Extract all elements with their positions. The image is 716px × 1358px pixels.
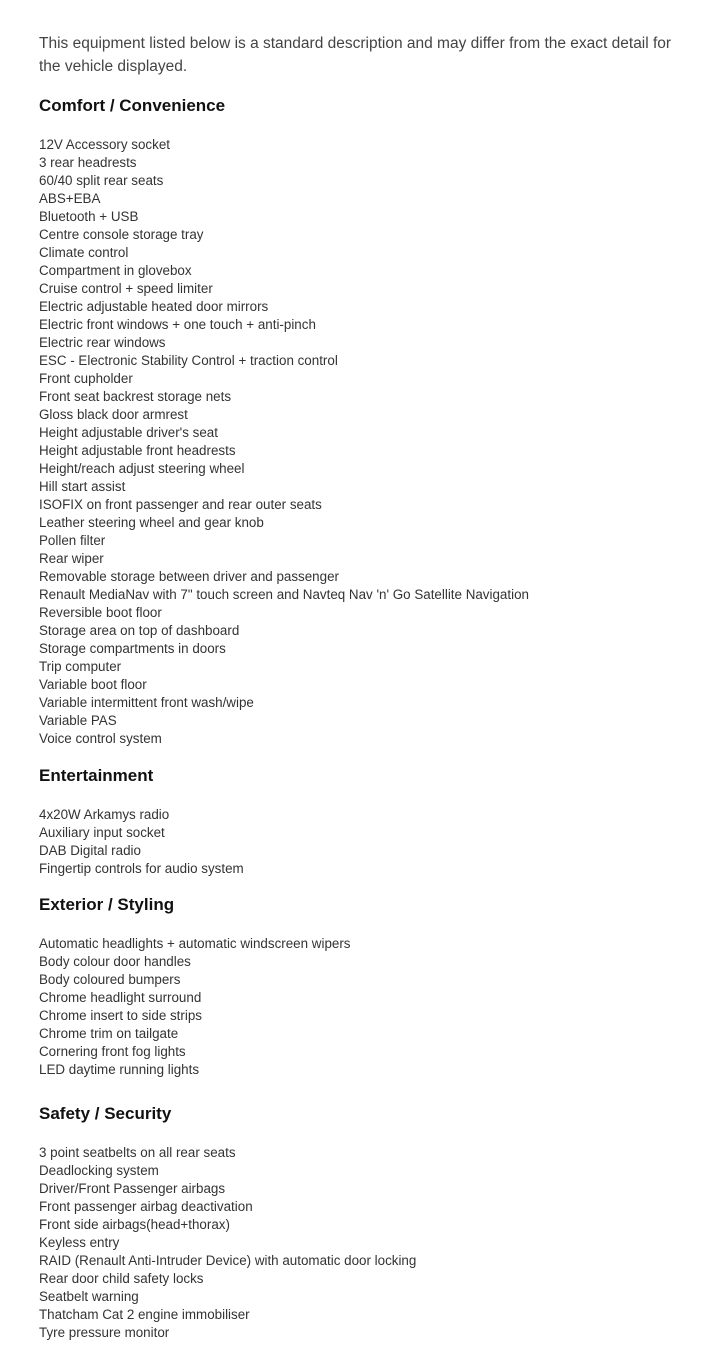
feature-item: Body coloured bumpers	[39, 972, 181, 987]
feature-item: Keyless entry	[39, 1235, 120, 1250]
feature-item: Hill start assist	[39, 479, 126, 494]
feature-item: Thatcham Cat 2 engine immobiliser	[39, 1307, 250, 1322]
section-title-exterior: Exterior / Styling	[39, 895, 175, 914]
feature-item: Chrome trim on tailgate	[39, 1026, 179, 1041]
feature-item: Leather steering wheel and gear knob	[39, 515, 264, 530]
feature-item: Trip computer	[39, 659, 122, 674]
feature-item: Electric adjustable heated door mirrors	[39, 299, 269, 314]
feature-item: 3 rear headrests	[39, 155, 137, 170]
feature-item: Bluetooth + USB	[39, 209, 139, 224]
feature-item: Voice control system	[39, 731, 162, 746]
feature-item: Centre console storage tray	[39, 227, 204, 242]
feature-item: Cruise control + speed limiter	[39, 281, 213, 296]
feature-item: Height adjustable driver's seat	[39, 425, 218, 440]
feature-item: Front cupholder	[39, 371, 133, 386]
section-safety-security	[39, 1103, 689, 1342]
feature-item: 4x20W Arkamys radio	[39, 807, 170, 822]
feature-item: ESC - Electronic Stability Control + traction control	[39, 353, 338, 368]
section-entertainment	[39, 765, 689, 878]
section-title-safety: Safety / Security	[39, 1104, 172, 1123]
feature-item: ABS+EBA	[39, 191, 101, 206]
feature-item: Electric front windows + one touch + anti-pinch	[39, 317, 316, 332]
feature-item: Gloss black door armrest	[39, 407, 188, 422]
feature-item: Front side airbags(head+thorax)	[39, 1217, 230, 1232]
feature-item: Renault MediaNav with 7" touch screen and Navteq Nav 'n' Go Satellite Navigation	[39, 587, 529, 602]
feature-item: Seatbelt warning	[39, 1289, 139, 1304]
section-title-entertainment: Entertainment	[39, 766, 154, 785]
feature-item: Front passenger airbag deactivation	[39, 1199, 253, 1214]
feature-list-entertainment	[39, 806, 689, 878]
equipment-disclaimer: This equipment listed below is a standard description and may differ from the exact detail for the vehicle displayed.	[39, 35, 672, 75]
feature-item: Electric rear windows	[39, 335, 166, 350]
feature-item: Variable boot floor	[39, 677, 147, 692]
feature-item: Rear door child safety locks	[39, 1271, 204, 1286]
feature-list-safety	[39, 1144, 689, 1342]
feature-item: Automatic headlights + automatic windscreen wipers	[39, 936, 351, 951]
feature-item: Tyre pressure monitor	[39, 1325, 170, 1340]
feature-item: Driver/Front Passenger airbags	[39, 1181, 226, 1196]
feature-item: 3 point seatbelts on all rear seats	[39, 1145, 236, 1160]
feature-item: Reversible boot floor	[39, 605, 162, 620]
feature-item: 60/40 split rear seats	[39, 173, 164, 188]
feature-item: DAB Digital radio	[39, 843, 141, 858]
section-title-comfort: Comfort / Convenience	[39, 96, 226, 115]
feature-item: LED daytime running lights	[39, 1062, 200, 1077]
feature-item: ISOFIX on front passenger and rear outer seats	[39, 497, 322, 512]
section-comfort-convenience	[39, 95, 689, 748]
feature-item: Cornering front fog lights	[39, 1044, 186, 1059]
feature-item: Climate control	[39, 245, 129, 260]
feature-item: Rear wiper	[39, 551, 104, 566]
feature-item: Body colour door handles	[39, 954, 191, 969]
section-exterior-styling	[39, 894, 689, 1079]
feature-item: Variable intermittent front wash/wipe	[39, 695, 254, 710]
feature-list-comfort	[39, 136, 689, 748]
feature-item: Deadlocking system	[39, 1163, 159, 1178]
feature-item: Removable storage between driver and passenger	[39, 569, 339, 584]
feature-item: Chrome headlight surround	[39, 990, 202, 1005]
feature-item: Storage compartments in doors	[39, 641, 226, 656]
feature-list-exterior	[39, 935, 689, 1079]
feature-item: Height/reach adjust steering wheel	[39, 461, 245, 476]
feature-item: Fingertip controls for audio system	[39, 861, 244, 876]
feature-item: Front seat backrest storage nets	[39, 389, 232, 404]
feature-item: Storage area on top of dashboard	[39, 623, 240, 638]
feature-item: Height adjustable front headrests	[39, 443, 236, 458]
feature-item: RAID (Renault Anti-Intruder Device) with automatic door locking	[39, 1253, 417, 1268]
feature-item: Auxiliary input socket	[39, 825, 165, 840]
feature-item: Chrome insert to side strips	[39, 1008, 202, 1023]
feature-item: 12V Accessory socket	[39, 137, 170, 152]
feature-item: Pollen filter	[39, 533, 106, 548]
feature-item: Compartment in glovebox	[39, 263, 192, 278]
feature-item: Variable PAS	[39, 713, 117, 728]
